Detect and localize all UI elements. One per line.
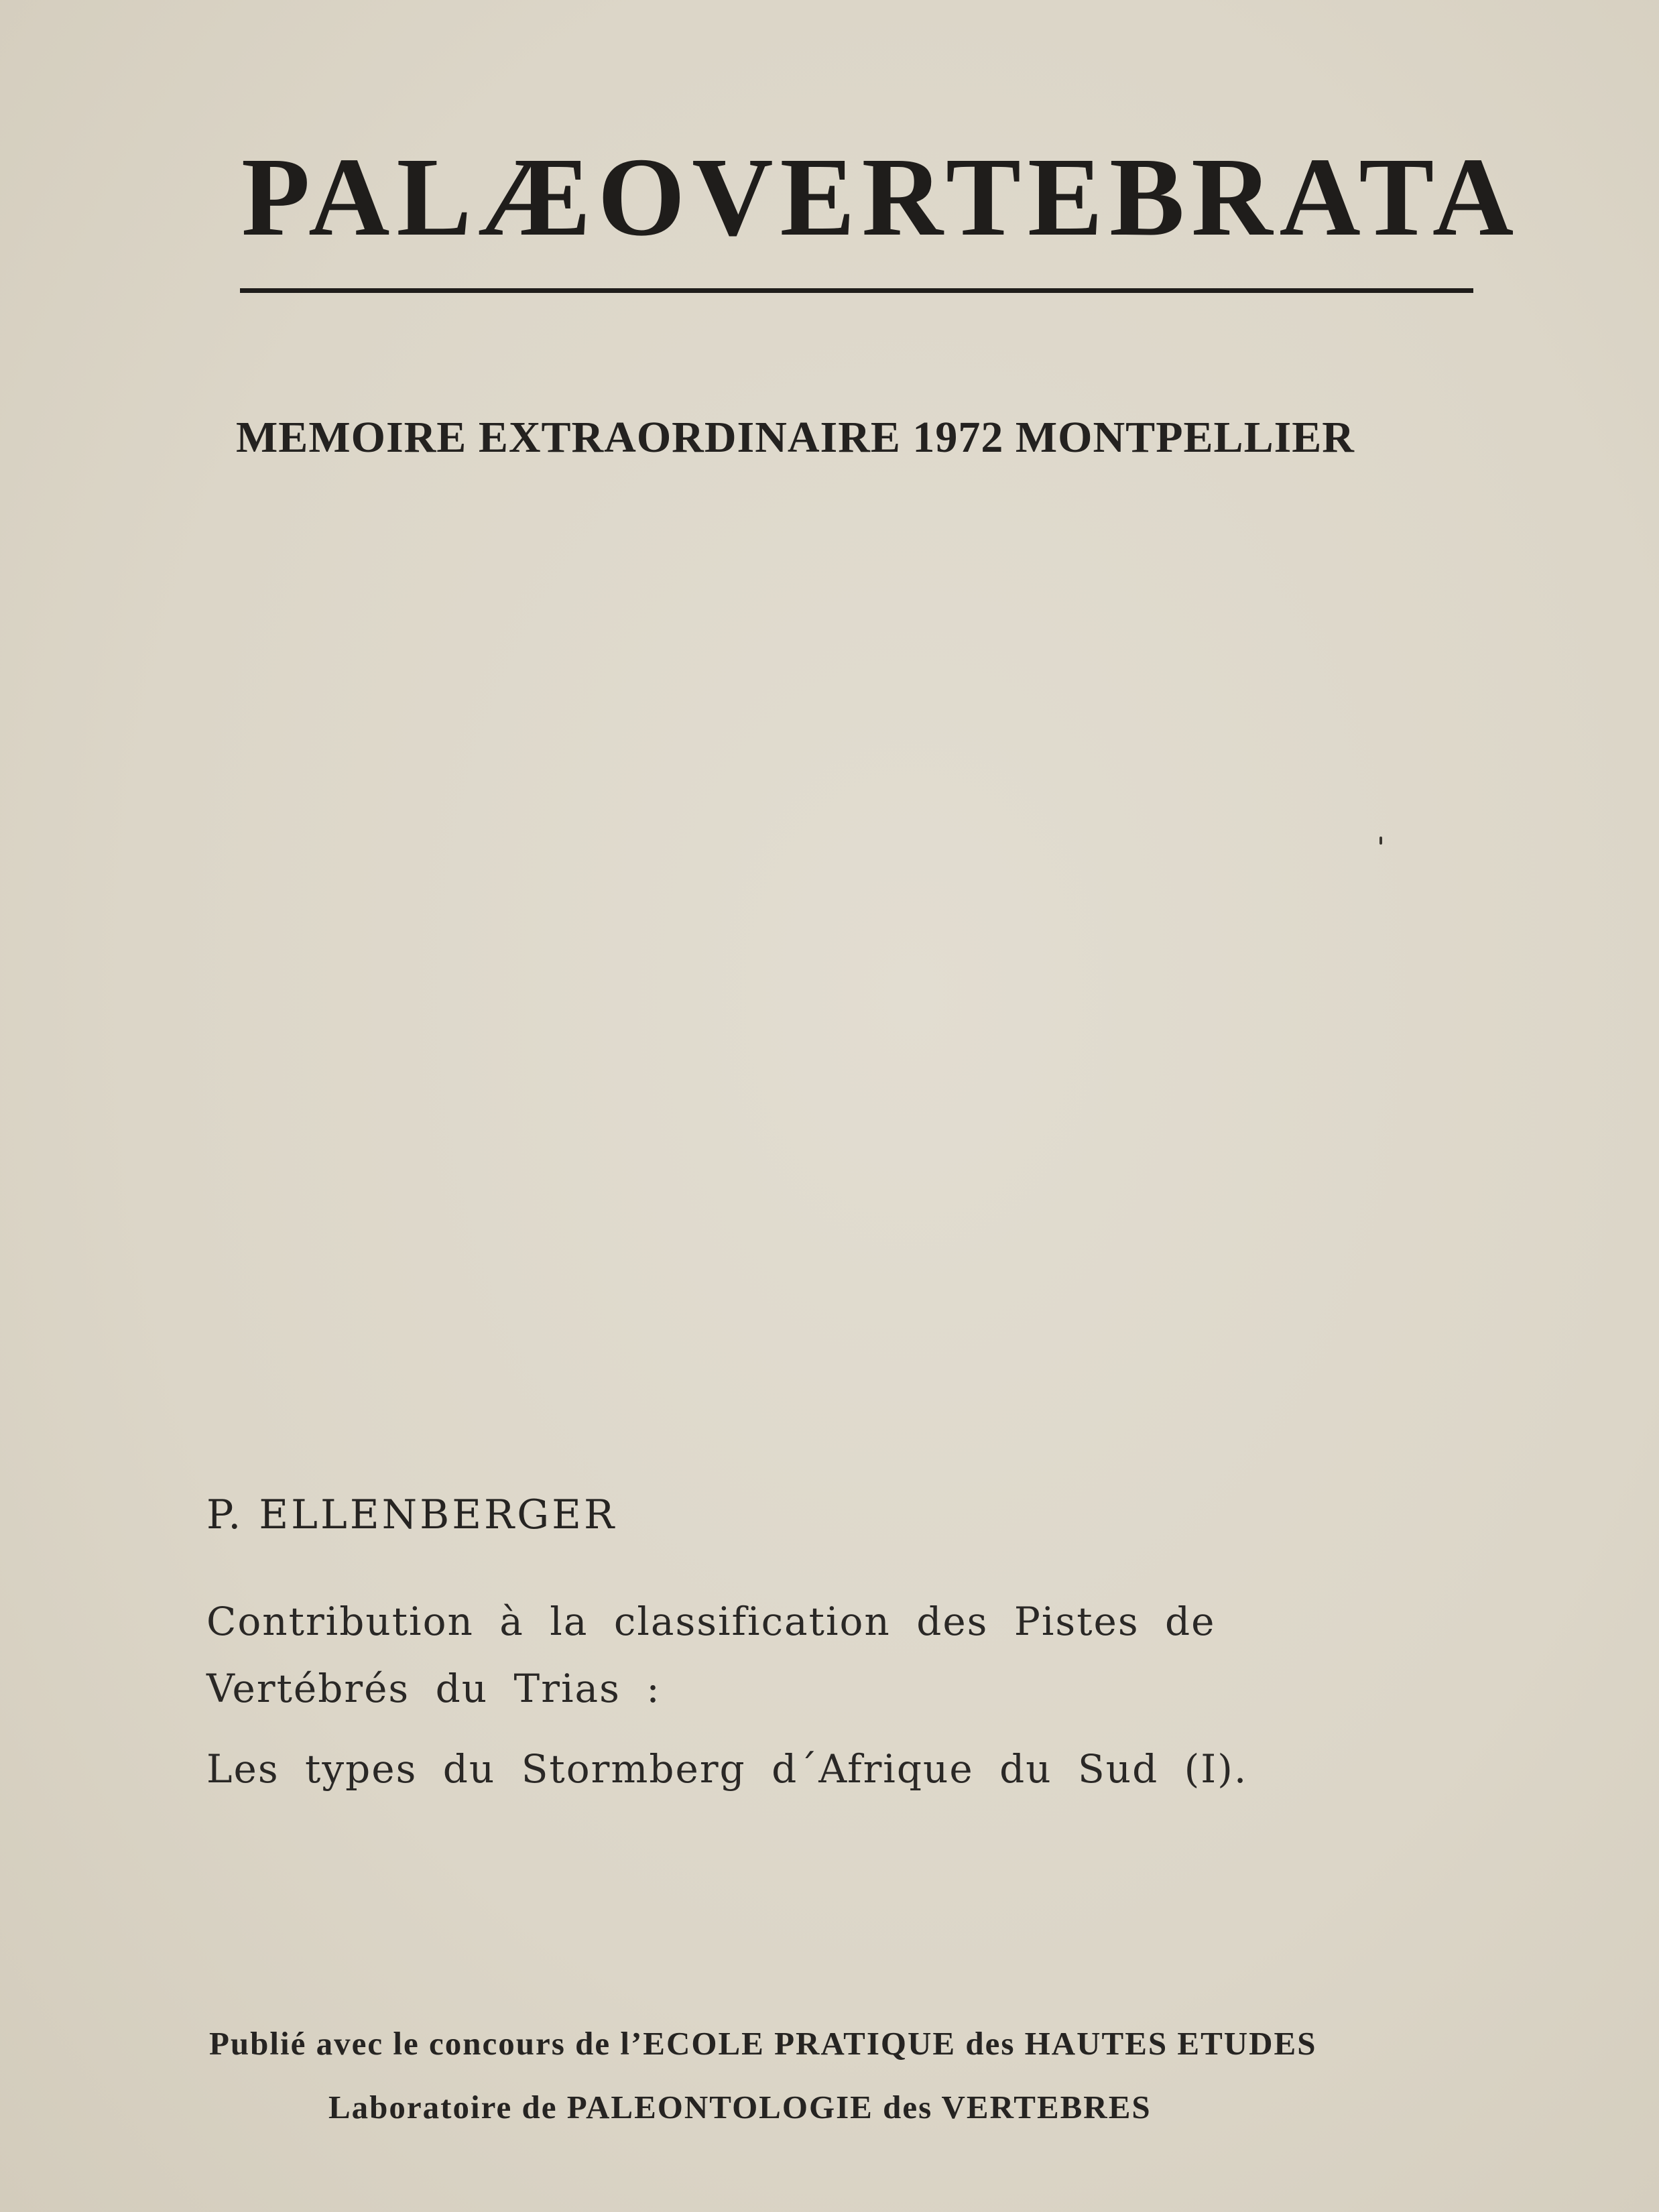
memoir-series-line: MEMOIRE EXTRAORDINAIRE 1972 MONTPELLIER bbox=[236, 413, 1355, 462]
author-name: P. ELLENBERGER bbox=[206, 1491, 617, 1538]
article-title-line-1: Contribution à la classification des Pistes de bbox=[206, 1599, 1216, 1644]
paper-speck-mark bbox=[1379, 837, 1382, 845]
publisher-line-1: Publié avec le concours de l’ECOLE PRATIQUE des HAUTES ETUDES bbox=[209, 2025, 1317, 2062]
article-title-line-2: Vertébrés du Trias : bbox=[206, 1666, 661, 1711]
article-title-line-3: Les types du Stormberg d´Afrique du Sud (I). bbox=[206, 1746, 1248, 1792]
publisher-line-2: Laboratoire de PALEONTOLOGIE des VERTEBRES bbox=[328, 2089, 1152, 2126]
title-underline-rule bbox=[240, 288, 1473, 293]
journal-title: PALÆOVERTEBRATA bbox=[241, 135, 1521, 259]
